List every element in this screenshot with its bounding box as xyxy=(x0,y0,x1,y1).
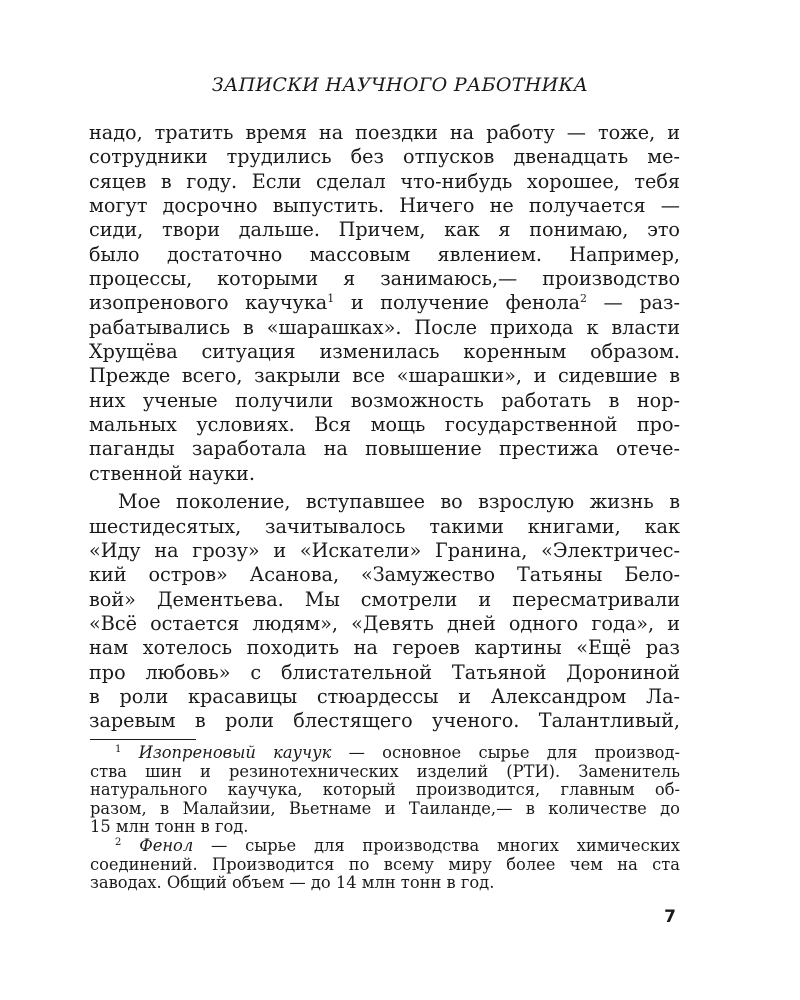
text-line-with-footnote-refs xyxy=(89,291,680,315)
footnote-text: — основное сырье для производ- xyxy=(331,743,680,762)
text-line: «Иду на грозу» и «Искатели» Гранина, «Электричес- xyxy=(89,538,680,562)
footnote-1-first-line xyxy=(90,744,680,763)
footnote-term: Фенол xyxy=(139,835,194,855)
text-line: заревым в роли блестящего ученого. Талантливый, xyxy=(89,709,680,733)
text-line: Хрущёва ситуация изменилась коренным образом. xyxy=(89,340,680,364)
footnote-text: — сырье для производства многих химических xyxy=(193,835,680,855)
text-line: «Всё остается людям», «Девять дней одного года», и xyxy=(89,611,680,635)
footnote-line: разом, в Малайзии, Вьетнаме и Таиланде,— в количестве до xyxy=(90,798,680,818)
footnote-term: Изопреновый каучук xyxy=(138,743,332,762)
text-fragment: изопренового каучука xyxy=(89,291,328,315)
text-line: них ученые получили возможность работать в нор- xyxy=(89,388,680,412)
text-line: мальных условиях. Вся мощь государственной про- xyxy=(89,413,680,437)
running-head: ЗАПИСКИ НАУЧНОГО РАБОТНИКА xyxy=(211,74,589,96)
footnote-marker-2: 2 xyxy=(115,836,122,848)
text-line: вой» Дементьева. Мы смотрели и пересматривали xyxy=(89,587,680,611)
footnotes xyxy=(90,744,680,893)
footnote-ref-2: 2 xyxy=(579,292,587,306)
text-line: паганды заработала на повышение престижа отече- xyxy=(89,437,680,461)
text-line: сотрудники трудились без отпусков двенадцать ме- xyxy=(89,145,680,169)
footnote-line: 15 млн тонн в год. xyxy=(90,817,249,837)
footnote-line: заводах. Общий объем — до 14 млн тонн в год. xyxy=(90,873,495,893)
main-text xyxy=(89,121,680,734)
text-fragment: — раз- xyxy=(586,291,680,315)
text-line: сяцев в году. Если сделал что-нибудь хорошее, тебя xyxy=(89,169,680,193)
text-line: процессы, которыми я занимаюсь,— производство xyxy=(89,267,680,291)
footnote-ref-1: 1 xyxy=(327,292,335,306)
footnote-line: ства шин и резинотехнических изделий (РТИ). Заменитель xyxy=(90,761,680,781)
text-line: ственной науки. xyxy=(89,461,255,485)
text-line: было достаточно массовым явлением. Например, xyxy=(89,242,680,266)
text-line: нам хотелось походить на героев картины «Ещё раз xyxy=(89,636,680,660)
text-line: надо, тратить время на поездки на работу — тоже, и xyxy=(89,121,680,144)
text-line: рабатывались в «шарашках». После прихода к власти xyxy=(89,315,680,339)
text-line: в роли красавицы стюардессы и Александром Ла- xyxy=(89,684,680,708)
paragraph-first-line: Мое поколение, вступавшее во взрослую жизнь в xyxy=(118,490,680,514)
text-line: шестидесятых, зачитывалось такими книгами, как xyxy=(89,514,680,538)
text-line: Прежде всего, закрыли все «шарашки», и сидевшие в xyxy=(89,364,680,388)
footnote-line: натурального каучука, который производится, главным об- xyxy=(90,780,680,800)
footnote-separator xyxy=(90,739,196,740)
text-line: сиди, твори дальше. Причем, как я понимаю, это xyxy=(89,218,680,242)
page-number: 7 xyxy=(664,907,676,927)
footnote-line: соединений. Производится по всему миру более чем на ста xyxy=(90,854,680,874)
footnote-2-first-line xyxy=(90,837,680,856)
text-line: могут досрочно выпустить. Ничего не получается — xyxy=(89,194,680,218)
text-line: про любовь» с блистательной Татьяной Дорониной xyxy=(89,660,680,684)
text-fragment: и получение фенола xyxy=(334,291,580,315)
text-line: кий остров» Асанова, «Замужество Татьяны Бело- xyxy=(89,563,680,587)
footnote-marker-1: 1 xyxy=(115,744,122,755)
